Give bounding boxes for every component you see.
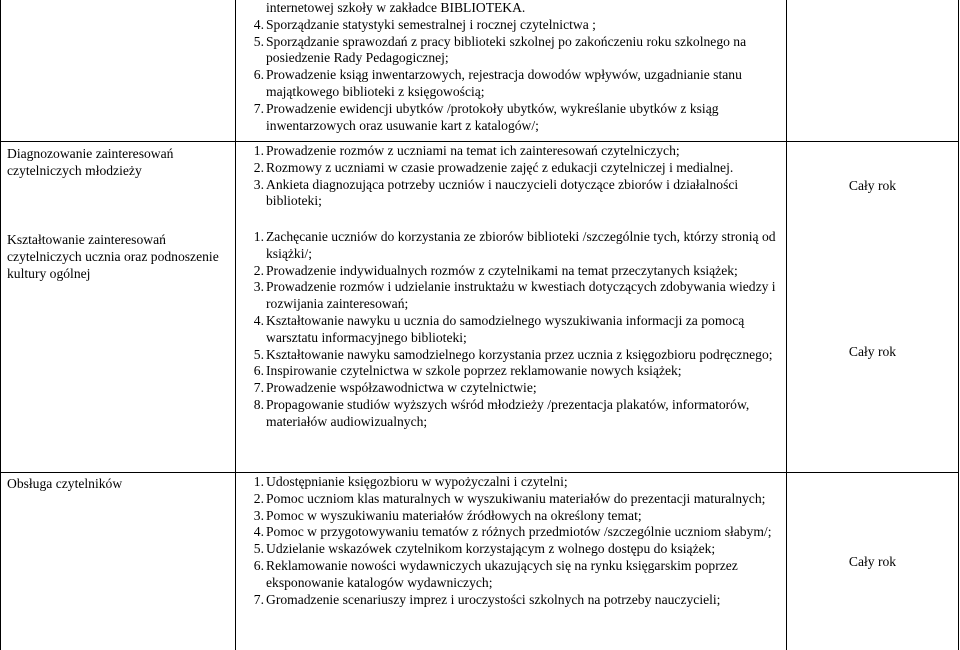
list-item: 3. Prowadzenie rozmów i udzielanie instruktażu w kwestiach dotyczących zdobywania wiedzy i rozwijania zainteresowań; [253,279,776,312]
area-reader-service: Obsługa czytelników [7,476,123,491]
tasks-reader-service [240,474,785,608]
duration-reader-service: Cały rok [848,554,897,569]
list-item: 7. Gromadzenie scenariuszy imprez i uroczystości szkolnych na potrzeby nauczycieli; [253,591,721,607]
list-item: 4. Pomoc w przygotowywaniu tematów z różnych przedmiotów /szczególnie uczniom słabym/; [253,524,772,540]
list-item: 4. Sporządzanie statystyki semestralnej i rocznej czytelnictwa ; [253,16,596,32]
column-border-right [958,0,959,650]
list-item: 5. Sporządzanie sprawozdań z pracy biblioteki szkolnej po zakończeniu roku szkolnego na posiedzenie Rady Pedagogicznej; [253,33,747,66]
list-item: 2. Pomoc uczniom klas maturalnych w wyszukiwaniu materiałów do prezentacji maturalnych; [253,490,766,506]
list-item: 8. Propagowanie studiów wyższych wśród młodzieży /prezentacja plakatów, informatorów, materiałów audiowizualnych; [253,396,750,429]
column-border-left [0,0,1,650]
list-item: 5. Udzielanie wskazówek czytelnikom korzystającym z wolnego dostępu do książek; [253,541,716,557]
list-item: 1. Prowadzenie rozmów z uczniami na temat ich zainteresowań czytelniczych; [253,143,680,158]
list-item: 4. Kształtowanie nawyku u ucznia do samodzielnego wyszukiwania informacji za pomocą warsztatu informacyjnego biblioteki; [253,312,745,345]
column-border-area-tasks [235,0,236,650]
list-item: 1. Zachęcanie uczniów do korzystania ze zbiorów biblioteki /szczególnie tych, którzy stronią od książki/; [253,229,776,261]
list-item: 2. Prowadzenie indywidualnych rozmów z czytelnikami na temat przeczytanych książek; [253,262,738,278]
row-border-service [0,472,959,473]
duration-diagnosing: Cały rok [848,178,897,193]
list-item: 3. Pomoc w wyszukiwaniu materiałów źródłowych na określony temat; [253,507,642,523]
duration-shaping: Cały rok [848,344,897,359]
list-item: 6. Inspirowanie czytelnictwa w szkole poprzez reklamowanie nowych książek; [253,363,682,379]
area-shaping-interests: Kształtowanie zainteresowań czytelniczych ucznia oraz podnoszenie kultury ogólnej [7,232,219,281]
list-item: 7. Prowadzenie współzawodnictwa w czytelnictwie; [253,380,537,396]
list-item: 2. Rozmowy z uczniami w czasie prowadzenie zajęć z edukacji czytelniczej i medialnej. [253,159,734,175]
list-item: 5. Kształtowanie nawyku samodzielnego korzystania przez ucznia z księgozbioru podręcznego; [253,346,773,362]
list-item: 7. Prowadzenie ewidencji ubytków /protokoły ubytków, wykreślanie ubytków z ksiąg inwentarzowych oraz usuwanie kart z katalogów/; [253,100,719,133]
tasks-diagnosing [240,143,785,210]
tasks-shaping [240,229,785,431]
list-item: 6. Prowadzenie ksiąg inwentarzowych, rejestracja dowodów wpływów, uzgadnianie stanu majątkowego biblioteki z księgowością; [253,67,742,99]
list-item: 1. Udostępnianie księgozbioru w wypożyczalni i czytelni; [253,474,568,489]
continuation-tasks [240,0,785,134]
area-diagnosing-interests: Diagnozowanie zainteresowań czytelniczych młodzieży [7,146,174,178]
continuation-lead-text: internetowej szkoły w zakładce BIBLIOTEKA. [266,0,526,15]
list-item: 3. Ankieta diagnozująca potrzeby uczniów i nauczycieli dotyczące zbiorów i działalności biblioteki; [253,176,739,209]
column-border-tasks-duration [786,0,787,650]
row-border-continuation [0,141,959,142]
list-item: 6. Reklamowanie nowości wydawniczych ukazujących się na rynku księgarskim poprzez eksponowanie katalogów wydawniczych; [253,557,738,590]
